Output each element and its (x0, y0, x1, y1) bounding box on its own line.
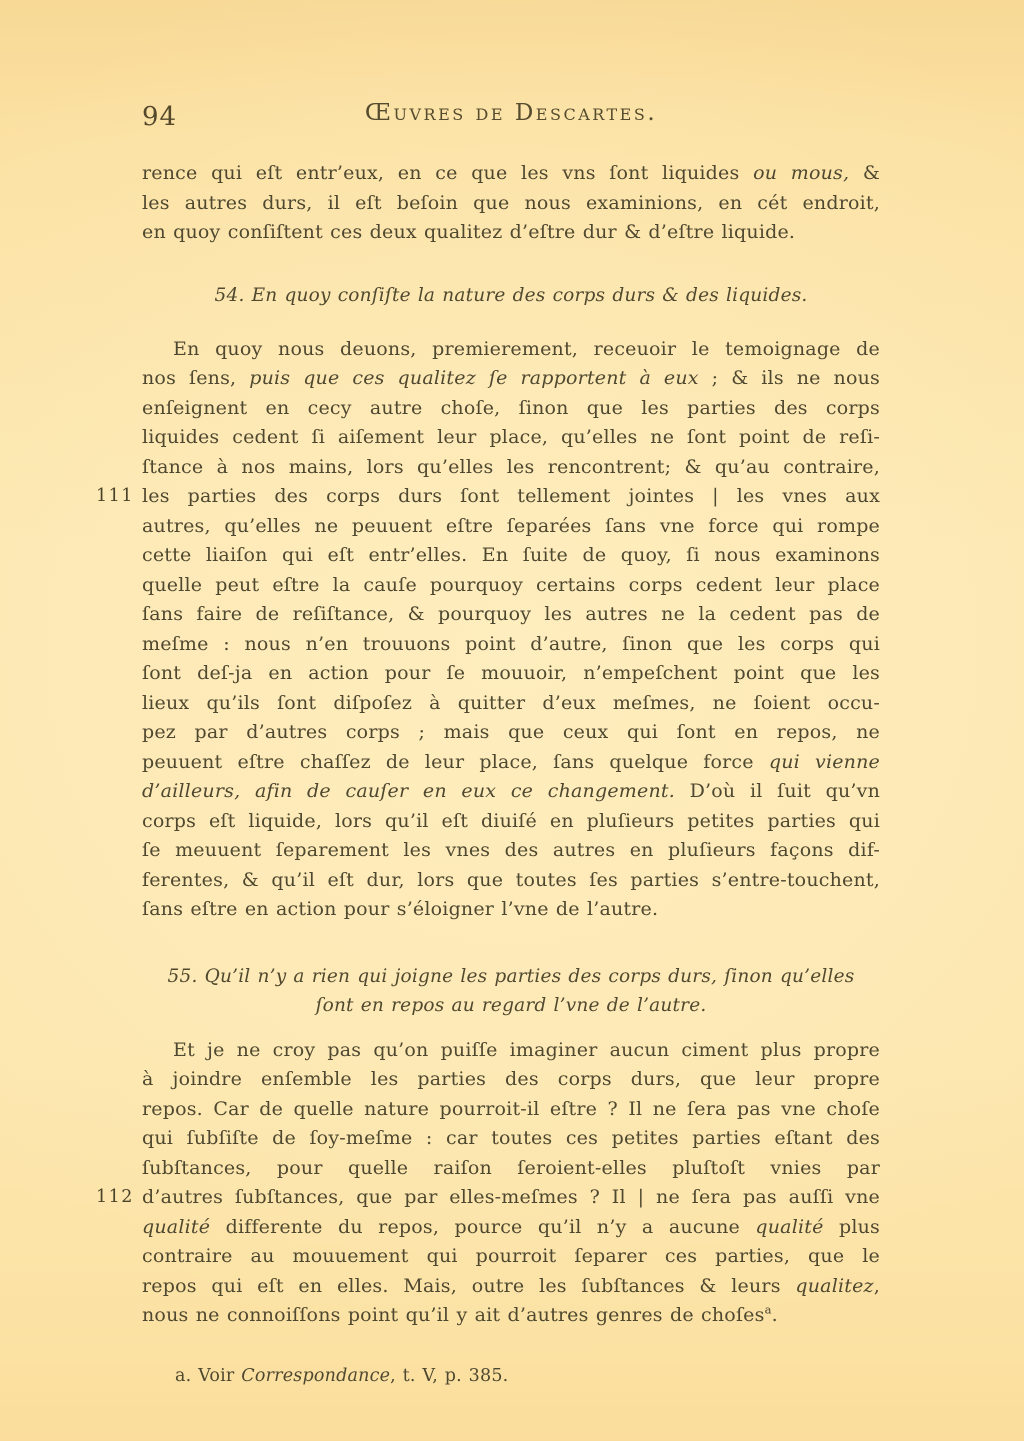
text-segment: rence qui eſt entr’eux, en ce que les vns ſont liquides (142, 162, 754, 184)
text-segment: nous ne connoiſſons point qu’il y ait d’autres genres de choſes (142, 1304, 765, 1326)
text-segment: & (849, 162, 880, 184)
text-line (142, 1036, 880, 1066)
text-line (142, 659, 880, 689)
text-segment: ferentes, & qu’il eſt dur, lors que toutes ſes parties s’entre-touchent, (142, 868, 880, 891)
text-line (142, 453, 880, 483)
text-segment: ſubſtances, pour quelle raiſon ſeroient-elles pluſtoſt vnies par (142, 1156, 880, 1179)
section-54-heading (142, 281, 880, 310)
text-segment: qui vienne (768, 750, 880, 773)
text-line (142, 1362, 880, 1392)
text-line (142, 836, 880, 866)
text-line (142, 281, 880, 310)
text-segment: d’ailleurs, afin de cauſer en eux ce changement. (142, 780, 675, 802)
text-line (142, 1301, 880, 1331)
text-line (142, 218, 880, 248)
text-segment: peuuent eſtre chaſſez de leur place, ſans quelque force (142, 750, 769, 773)
text-segment: ſans faire de reſiſtance, & pourquoy les autres ne la cedent pas de (142, 603, 880, 625)
text-segment: qualité (142, 1215, 211, 1238)
margin-line-number: 112 (96, 1187, 134, 1207)
text-segment: à joindre enſemble les parties des corps durs, que leur propre (142, 1068, 880, 1090)
text-segment: a. Voir (175, 1365, 242, 1386)
text-line (142, 364, 880, 394)
text-segment: pez par d’autres corps ; mais que ceux qui ſont en repos, ne (142, 721, 880, 743)
text-segment: enſeignent en cecy autre choſe, ſinon que les parties des corps (142, 396, 880, 419)
text-line (96, 1183, 880, 1213)
text-segment: . (771, 1304, 778, 1326)
text-segment: plus (823, 1215, 880, 1238)
text-line (142, 895, 880, 925)
text-segment: Et je ne croy pas qu’on puiſſe imaginer aucun ciment plus propre (173, 1038, 880, 1061)
text-line (142, 962, 880, 991)
text-segment: corps eſt liquide, lors qu’il eſt diuiſé en pluſieurs petites parties qui (142, 809, 880, 832)
text-segment: , (873, 1274, 880, 1297)
section-55-heading (142, 962, 880, 1020)
text-segment: Correspondance (241, 1365, 391, 1386)
running-title: Œuvres de Descartes. (364, 100, 658, 126)
text-segment: d’autres ſubſtances, que par elles-meſmes ? Il | ne ſera pas auſſi vne (142, 1186, 880, 1208)
text-line (142, 600, 880, 630)
text-segment: cette liaiſon qui eſt entr’elles. En ſuite de quoy, ſi nous examinons (142, 544, 880, 566)
section-55-paragraph (96, 1036, 880, 1331)
text-segment: puis que ces qualitez ſe rapportent à eux (249, 367, 699, 389)
text-segment: En quoy nous deuons, premierement, receuoir le temoignage de (173, 337, 880, 360)
text-segment: meſme : nous n’en trouuons point d’autre, ſinon que les corps qui (142, 632, 880, 655)
text-line (96, 482, 880, 512)
text-segment: qualitez (795, 1274, 874, 1297)
text-segment: en quoy conſiſtent ces deux qualitez d’eſtre dur & d’eſtre liquide. (142, 221, 796, 243)
text-segment: 54. En quoy conſiſte la nature des corps durs & des liquides. (214, 284, 808, 306)
text-segment: ſtance à nos mains, lors qu’elles les rencontrent; & qu’au contraire, (142, 455, 880, 478)
text-line (142, 1242, 880, 1272)
text-segment: 55. Qu’il n’y a rien qui joigne les parties des corps durs, ſinon qu’elles (167, 965, 855, 987)
text-segment: differente du repos, pource qu’il n’y a aucune (210, 1215, 756, 1238)
text-segment: qualité (755, 1215, 824, 1238)
text-segment: nos ſens, (142, 367, 250, 389)
margin-line-number: 111 (96, 486, 134, 506)
text-line (142, 1272, 880, 1302)
text-line (142, 571, 880, 601)
text-segment: liquides cedent ſi aiſement leur place, qu’elles ne ſont point de reſi- (142, 426, 880, 448)
text-segment: ſont deſ-ja en action pour ſe mouuoir, n’empeſchent point que les (142, 662, 880, 684)
text-line (142, 689, 880, 719)
text-line (142, 512, 880, 542)
running-head (142, 100, 880, 134)
text-segment: contraire au mouuement qui pourroit ſeparer ces parties, que le (142, 1245, 880, 1267)
text-segment: quelle peut eſtre la cauſe pourquoy certains corps cedent leur place (142, 573, 880, 596)
text-segment: D’où il ſuit qu’vn (674, 780, 881, 802)
text-line (142, 1154, 880, 1184)
text-line (142, 991, 880, 1020)
footnote-marker: a (764, 1302, 772, 1317)
text-segment: ſont en repos au regard l’vne de l’autre. (315, 994, 707, 1016)
text-segment: autres, qu’elles ne peuuent eſtre ſeparées ſans vne force qui rompe (142, 514, 880, 537)
text-line (142, 423, 880, 453)
text-segment: , t. V, p. 385. (390, 1365, 509, 1386)
text-line (142, 807, 880, 837)
text-line (142, 189, 880, 219)
text-segment: ſe meuuent ſeparement les vnes des autres en pluſieurs façons dif- (142, 839, 880, 861)
text-line (142, 718, 880, 748)
text-line (142, 394, 880, 424)
paragraph-53-continuation (142, 159, 880, 248)
text-line (142, 630, 880, 660)
text-column (96, 0, 881, 1391)
text-line (142, 541, 880, 571)
text-line (142, 1095, 880, 1125)
text-line (142, 748, 880, 778)
text-segment: repos. Car de quelle nature pourroit-il eſtre ? Il ne ſera pas vne choſe (142, 1097, 880, 1120)
text-segment: ſans eſtre en action pour s’éloigner l’vne de l’autre. (142, 898, 659, 920)
text-line (142, 866, 880, 896)
page-body (96, 159, 881, 1391)
text-segment: les autres durs, il eſt beſoin que nous examinions, en cét endroit, (142, 191, 880, 214)
footnote (142, 1362, 880, 1392)
text-line (142, 1065, 880, 1095)
section-54-paragraph (96, 335, 881, 925)
text-segment: ; & ils ne nous (698, 367, 880, 389)
text-segment: les parties des corps durs ſont tellement jointes | les vnes aux (142, 485, 880, 507)
text-line (142, 335, 880, 365)
text-line (142, 1213, 880, 1243)
page-number: 94 (142, 102, 178, 132)
text-segment: qui ſubſiſte de ſoy-meſme : car toutes ces petites parties eſtant des (142, 1127, 880, 1149)
text-line (142, 1124, 880, 1154)
text-segment: repos qui eſt en elles. Mais, outre les ſubſtances & leurs (142, 1274, 796, 1297)
text-segment: lieux qu’ils ſont diſpoſez à quitter d’eux meſmes, ne ſoient occu- (142, 691, 880, 714)
text-line (142, 777, 880, 807)
text-line (142, 159, 880, 189)
text-segment: ou mous, (753, 162, 850, 184)
